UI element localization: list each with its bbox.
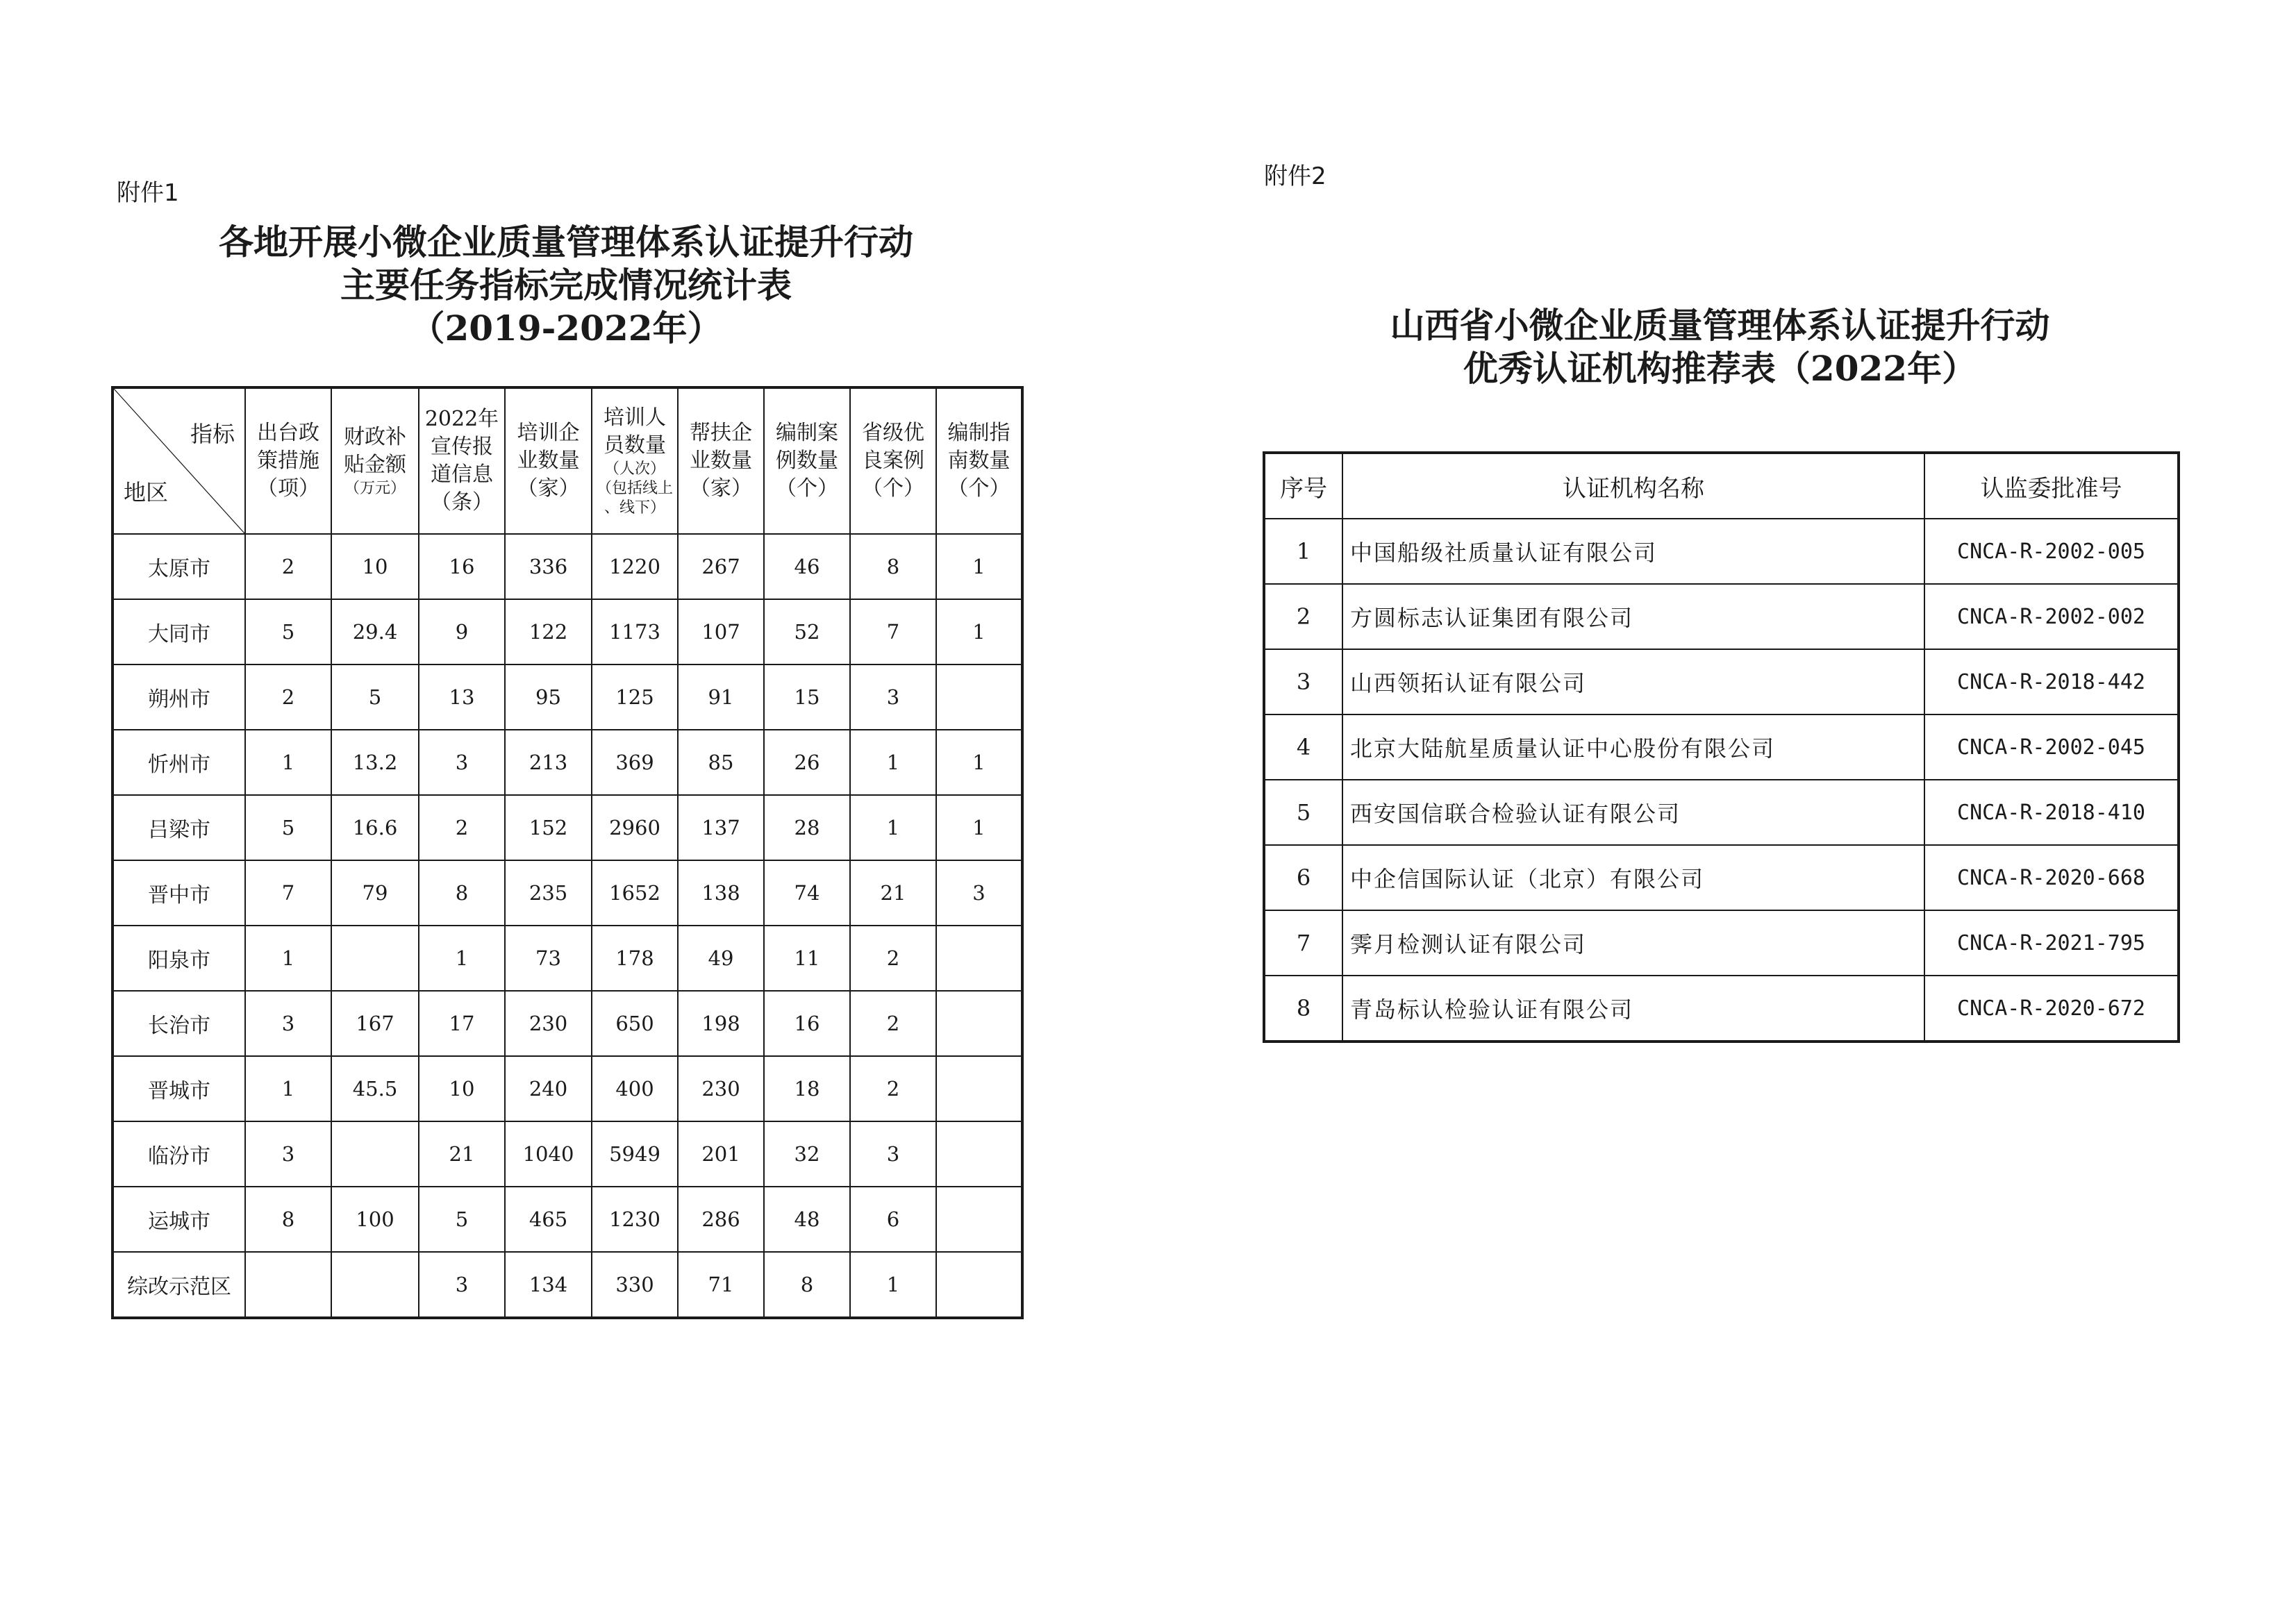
table-cell: 6 xyxy=(1264,845,1342,910)
region-cell: 大同市 xyxy=(113,599,245,664)
table-cell: 1 xyxy=(419,926,505,991)
region-cell: 朔州市 xyxy=(113,664,245,730)
table-cell: 21 xyxy=(419,1121,505,1187)
table-cell: 9 xyxy=(419,599,505,664)
annex2-institutions-table xyxy=(1263,451,2180,1043)
region-cell: 忻州市 xyxy=(113,730,245,795)
table-cell: 8 xyxy=(1264,976,1342,1042)
table-cell: 198 xyxy=(678,991,764,1056)
table-cell: 3 xyxy=(850,1121,936,1187)
table-cell: 3 xyxy=(419,730,505,795)
table-row xyxy=(113,599,1022,664)
region-cell: 运城市 xyxy=(113,1187,245,1252)
table-cell: 8 xyxy=(245,1187,331,1252)
annex1-label: 附件1 xyxy=(117,179,179,207)
table-cell: 330 xyxy=(592,1252,678,1318)
column-header-text: 业数量 xyxy=(690,449,752,473)
table-cell: 152 xyxy=(505,795,592,860)
table-row xyxy=(1264,845,2179,910)
table-row xyxy=(113,926,1022,991)
approval-code-cell: CNCA-R-2002-045 xyxy=(1924,714,2179,780)
table-header-row xyxy=(113,387,1022,534)
column-header-text: 编制案 xyxy=(776,421,838,445)
column-header-text: 培训企 xyxy=(517,421,580,445)
table-cell: 8 xyxy=(764,1252,850,1318)
table-cell: 8 xyxy=(850,534,936,599)
column-header-policies xyxy=(245,387,331,534)
column-header-text: 南数量 xyxy=(947,449,1010,473)
region-cell: 综改示范区 xyxy=(113,1252,245,1318)
approval-code-cell: CNCA-R-2020-672 xyxy=(1924,976,2179,1042)
table-cell: 107 xyxy=(678,599,764,664)
table-cell: 73 xyxy=(505,926,592,991)
approval-code-cell: CNCA-R-2002-005 xyxy=(1924,519,2179,584)
table-cell: 2960 xyxy=(592,795,678,860)
table-cell: 3 xyxy=(1264,649,1342,714)
approval-code-cell: CNCA-R-2002-002 xyxy=(1924,584,2179,649)
table-cell: 3 xyxy=(245,991,331,1056)
table-header-row xyxy=(1264,453,2179,519)
column-header-publicity xyxy=(419,387,505,534)
table-cell: 26 xyxy=(764,730,850,795)
column-header-text: （项） xyxy=(257,476,319,501)
table-cell: 137 xyxy=(678,795,764,860)
table-cell: 32 xyxy=(764,1121,850,1187)
column-header-text: （万元） xyxy=(344,480,406,497)
table-cell: 240 xyxy=(505,1056,592,1121)
table-cell: 201 xyxy=(678,1121,764,1187)
table-cell: 1 xyxy=(850,795,936,860)
table-cell: 29.4 xyxy=(331,599,419,664)
annex2-label: 附件2 xyxy=(1264,162,1326,190)
table-cell: 336 xyxy=(505,534,592,599)
column-header-trained-enterprises xyxy=(505,387,592,534)
table-cell: 230 xyxy=(678,1056,764,1121)
approval-code-cell: CNCA-R-2018-442 xyxy=(1924,649,2179,714)
table-cell: 1 xyxy=(936,599,1022,664)
table-row xyxy=(1264,519,2179,584)
table-cell: 1 xyxy=(245,730,331,795)
column-header-text: 出台政 xyxy=(257,421,319,445)
column-header-guides xyxy=(936,387,1022,534)
table-cell: 18 xyxy=(764,1056,850,1121)
table-cell: 8 xyxy=(419,860,505,926)
table-row xyxy=(113,1056,1022,1121)
column-header-provincial-cases xyxy=(850,387,936,534)
table-cell: 6 xyxy=(850,1187,936,1252)
table-cell: 2 xyxy=(419,795,505,860)
column-header-text: （个） xyxy=(947,476,1010,501)
institution-name-cell: 山西领拓认证有限公司 xyxy=(1342,649,1924,714)
column-header-text: 例数量 xyxy=(776,449,838,473)
column-header-cases xyxy=(764,387,850,534)
column-header-text: 省级优 xyxy=(862,421,924,445)
column-header-text: （条） xyxy=(431,490,493,515)
table-row xyxy=(113,664,1022,730)
annex1-statistics-table xyxy=(111,386,1024,1319)
institution-name-cell: 中企信国际认证（北京）有限公司 xyxy=(1342,845,1924,910)
table-cell: 2 xyxy=(850,926,936,991)
column-header-text: （家） xyxy=(690,476,752,501)
corner-header-cell xyxy=(113,387,245,534)
table-cell: 465 xyxy=(505,1187,592,1252)
table-cell: 7 xyxy=(850,599,936,664)
table-row xyxy=(1264,976,2179,1042)
table-cell: 16.6 xyxy=(331,795,419,860)
table-cell: 134 xyxy=(505,1252,592,1318)
table-cell: 74 xyxy=(764,860,850,926)
column-header-text: 业数量 xyxy=(517,449,580,473)
table-cell: 5 xyxy=(1264,780,1342,845)
table-cell: 7 xyxy=(245,860,331,926)
table-cell: 213 xyxy=(505,730,592,795)
table-cell: 400 xyxy=(592,1056,678,1121)
table-cell: 91 xyxy=(678,664,764,730)
table-cell: 286 xyxy=(678,1187,764,1252)
column-header-text: 宣传报 xyxy=(431,435,493,459)
column-header-text: 员数量 xyxy=(604,433,666,458)
table-cell xyxy=(936,1121,1022,1187)
table-cell: 10 xyxy=(419,1056,505,1121)
approval-code-cell: CNCA-R-2018-410 xyxy=(1924,780,2179,845)
table-row xyxy=(113,1121,1022,1187)
table-cell: 5 xyxy=(331,664,419,730)
corner-indicator-label: 指标 xyxy=(190,421,235,447)
table-cell: 100 xyxy=(331,1187,419,1252)
annex2-title-line1: 山西省小微企业质量管理体系认证提升行动 xyxy=(1390,305,2050,346)
table-row xyxy=(1264,714,2179,780)
annex2-title-line2: 优秀认证机构推荐表（2022年） xyxy=(1463,348,1977,389)
annex1-title-line3: （2019-2022年） xyxy=(410,308,722,349)
table-cell xyxy=(331,1121,419,1187)
institution-name-cell: 青岛标认检验认证有限公司 xyxy=(1342,976,1924,1042)
table-cell: 4 xyxy=(1264,714,1342,780)
annex1-title xyxy=(111,221,1021,350)
table-cell: 235 xyxy=(505,860,592,926)
table-cell: 3 xyxy=(850,664,936,730)
region-cell: 长治市 xyxy=(113,991,245,1056)
table-cell: 230 xyxy=(505,991,592,1056)
column-header-text: （个） xyxy=(862,476,924,501)
region-cell: 临汾市 xyxy=(113,1121,245,1187)
column-header-text: 2022年 xyxy=(424,407,499,431)
table-cell: 71 xyxy=(678,1252,764,1318)
region-cell: 阳泉市 xyxy=(113,926,245,991)
table-cell xyxy=(331,926,419,991)
table-cell: 10 xyxy=(331,534,419,599)
diagonal-divider-line xyxy=(114,389,244,533)
table-cell: 5 xyxy=(245,795,331,860)
table-cell: 267 xyxy=(678,534,764,599)
column-header-text: 良案例 xyxy=(862,449,924,473)
column-header-text: 、线下） xyxy=(604,499,665,517)
table-cell: 1173 xyxy=(592,599,678,664)
table-cell: 1 xyxy=(1264,519,1342,584)
region-cell: 晋中市 xyxy=(113,860,245,926)
column-header-text: 培训人 xyxy=(604,406,666,430)
table-cell: 16 xyxy=(764,991,850,1056)
table-cell: 48 xyxy=(764,1187,850,1252)
table-cell: 15 xyxy=(764,664,850,730)
table-cell: 1040 xyxy=(505,1121,592,1187)
column-header-approval-code: 认监委批准号 xyxy=(1924,453,2179,519)
approval-code-cell: CNCA-R-2020-668 xyxy=(1924,845,2179,910)
table-cell: 2 xyxy=(1264,584,1342,649)
table-cell: 13 xyxy=(419,664,505,730)
institution-name-cell: 北京大陆航星质量认证中心股份有限公司 xyxy=(1342,714,1924,780)
table-row xyxy=(113,795,1022,860)
table-cell: 46 xyxy=(764,534,850,599)
table-row xyxy=(113,730,1022,795)
table-cell: 1230 xyxy=(592,1187,678,1252)
table-cell: 7 xyxy=(1264,910,1342,976)
column-header-subsidy xyxy=(331,387,419,534)
table-cell: 1 xyxy=(936,795,1022,860)
column-header-text: 贴金额 xyxy=(344,453,406,477)
table-row xyxy=(1264,649,2179,714)
table-cell xyxy=(331,1252,419,1318)
table-cell: 3 xyxy=(419,1252,505,1318)
column-header-text: （家） xyxy=(517,476,580,501)
annex2-title xyxy=(1263,304,2177,390)
table-cell: 1652 xyxy=(592,860,678,926)
region-cell: 太原市 xyxy=(113,534,245,599)
region-cell: 晋城市 xyxy=(113,1056,245,1121)
table-cell: 178 xyxy=(592,926,678,991)
institution-name-cell: 霁月检测认证有限公司 xyxy=(1342,910,1924,976)
table-cell: 1 xyxy=(936,730,1022,795)
column-header-text: 道信息 xyxy=(431,462,493,487)
institution-name-cell: 方圆标志认证集团有限公司 xyxy=(1342,584,1924,649)
table-cell: 1 xyxy=(850,1252,936,1318)
table-row xyxy=(113,991,1022,1056)
table-cell xyxy=(936,664,1022,730)
table-row xyxy=(113,1187,1022,1252)
table-cell: 85 xyxy=(678,730,764,795)
table-cell: 79 xyxy=(331,860,419,926)
table-cell: 2 xyxy=(850,991,936,1056)
column-header-text: 财政补 xyxy=(344,425,406,449)
approval-code-cell: CNCA-R-2021-795 xyxy=(1924,910,2179,976)
table-cell xyxy=(936,1056,1022,1121)
table-cell: 1 xyxy=(936,534,1022,599)
institution-name-cell: 中国船级社质量认证有限公司 xyxy=(1342,519,1924,584)
table-cell: 21 xyxy=(850,860,936,926)
table-cell: 95 xyxy=(505,664,592,730)
annex1-title-line1: 各地开展小微企业质量管理体系认证提升行动 xyxy=(219,221,913,262)
column-header-text: （个） xyxy=(776,476,838,501)
table-row xyxy=(113,860,1022,926)
table-cell xyxy=(936,1252,1022,1318)
table-row xyxy=(1264,910,2179,976)
table-row xyxy=(113,1252,1022,1318)
column-header-institution-name: 认证机构名称 xyxy=(1342,453,1924,519)
column-header-number: 序号 xyxy=(1264,453,1342,519)
table-cell: 2 xyxy=(245,534,331,599)
table-cell xyxy=(936,1187,1022,1252)
table-cell: 122 xyxy=(505,599,592,664)
region-cell: 吕梁市 xyxy=(113,795,245,860)
table-cell xyxy=(936,926,1022,991)
table-cell: 17 xyxy=(419,991,505,1056)
table-cell xyxy=(936,991,1022,1056)
table-cell: 11 xyxy=(764,926,850,991)
table-cell: 369 xyxy=(592,730,678,795)
corner-region-label: 地区 xyxy=(124,479,169,505)
annex1-title-line2: 主要任务指标完成情况统计表 xyxy=(340,265,792,306)
table-row xyxy=(113,534,1022,599)
table-cell: 1 xyxy=(850,730,936,795)
table-cell: 138 xyxy=(678,860,764,926)
table-cell: 13.2 xyxy=(331,730,419,795)
table-cell: 1220 xyxy=(592,534,678,599)
table-cell: 2 xyxy=(850,1056,936,1121)
table-row xyxy=(1264,780,2179,845)
table-cell: 167 xyxy=(331,991,419,1056)
table-cell: 16 xyxy=(419,534,505,599)
column-header-text: 编制指 xyxy=(947,421,1010,445)
table-cell: 49 xyxy=(678,926,764,991)
table-cell: 28 xyxy=(764,795,850,860)
table-cell: 52 xyxy=(764,599,850,664)
institution-name-cell: 西安国信联合检验认证有限公司 xyxy=(1342,780,1924,845)
column-header-text: 策措施 xyxy=(257,449,319,473)
column-header-text: （人次） xyxy=(604,460,665,478)
table-cell: 3 xyxy=(936,860,1022,926)
table-cell: 125 xyxy=(592,664,678,730)
table-cell: 5949 xyxy=(592,1121,678,1187)
table-cell: 2 xyxy=(245,664,331,730)
table-cell: 3 xyxy=(245,1121,331,1187)
table-cell: 1 xyxy=(245,1056,331,1121)
table-cell xyxy=(245,1252,331,1318)
table-cell: 5 xyxy=(419,1187,505,1252)
table-cell: 5 xyxy=(245,599,331,664)
column-header-trained-personnel xyxy=(592,387,678,534)
table-cell: 650 xyxy=(592,991,678,1056)
table-row xyxy=(1264,584,2179,649)
column-header-text: 帮扶企 xyxy=(690,421,752,445)
column-header-text: （包括线上 xyxy=(596,480,673,497)
table-cell: 45.5 xyxy=(331,1056,419,1121)
table-cell: 1 xyxy=(245,926,331,991)
column-header-assisted-enterprises xyxy=(678,387,764,534)
